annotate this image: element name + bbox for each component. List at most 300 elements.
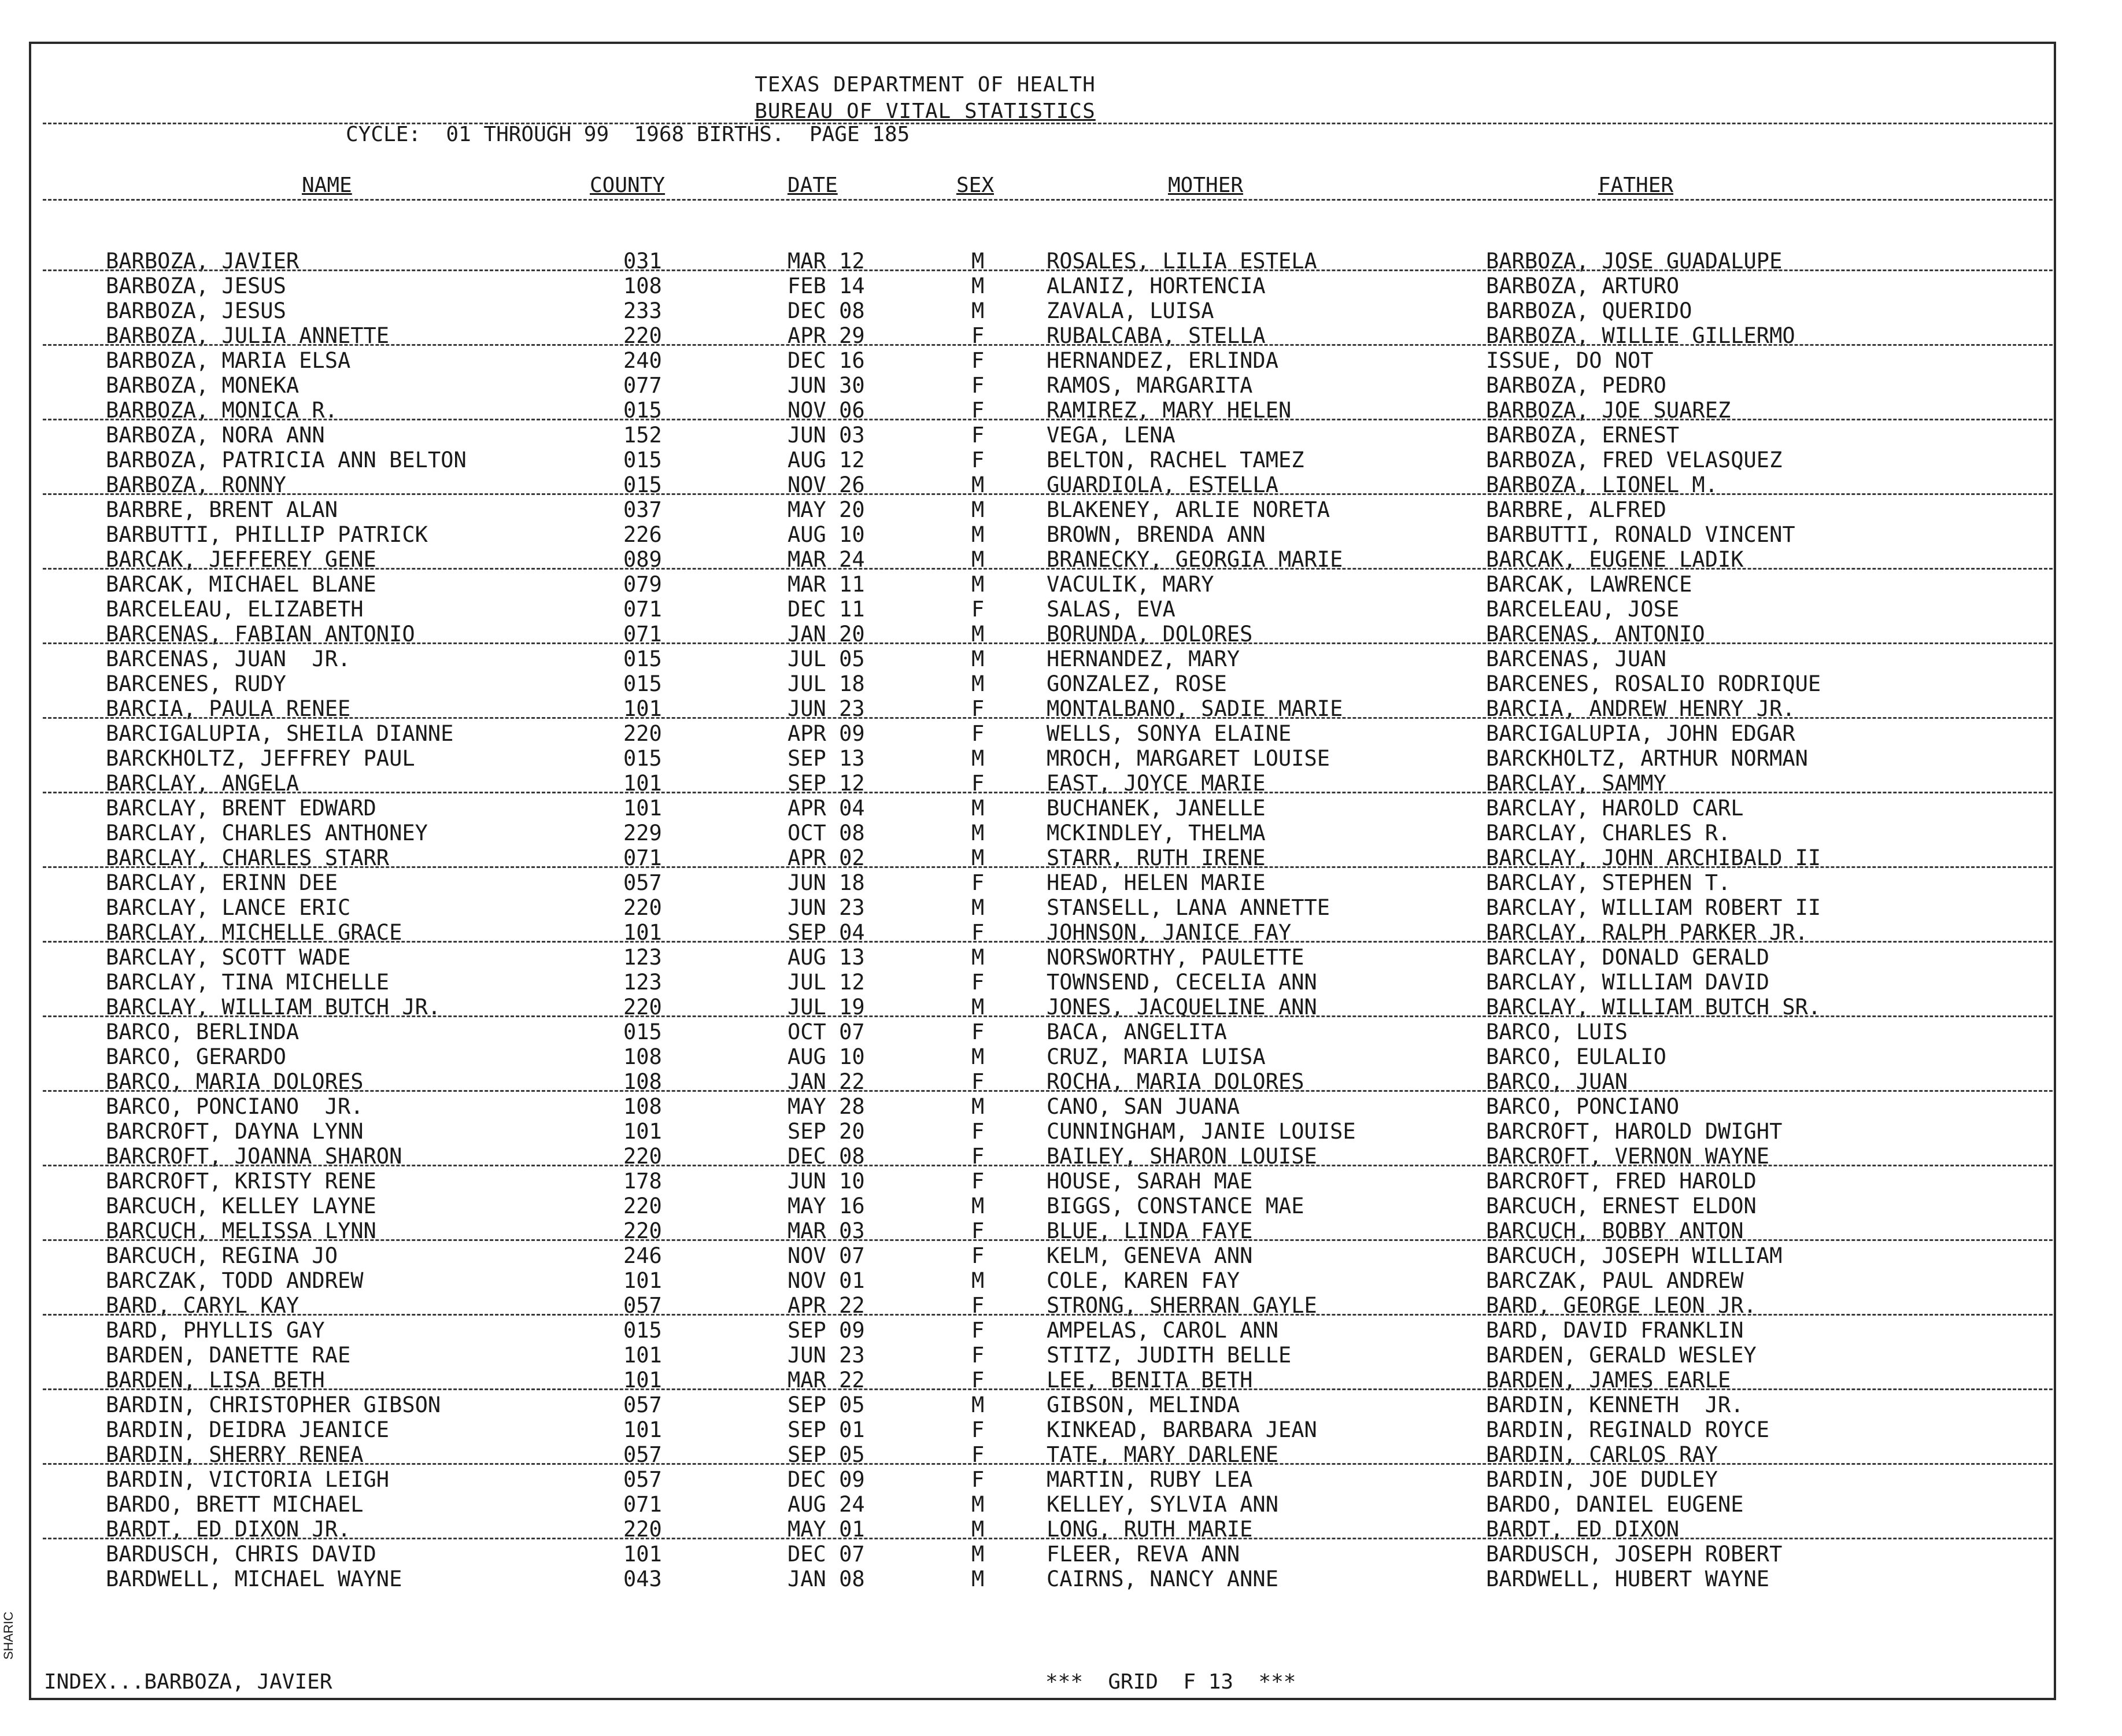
cell-date: JUL 18 — [788, 671, 865, 696]
cell-father: BARCLAY, WILLIAM BUTCH SR. — [1486, 995, 1821, 1020]
cell-sex: F — [971, 1119, 985, 1144]
cell-name: BARCZAK, TODD ANDREW — [106, 1268, 364, 1293]
cell-father: BARCAK, EUGENE LADIK — [1486, 547, 1744, 572]
cell-mother: JONES, JACQUELINE ANN — [1047, 995, 1317, 1020]
cell-sex: F — [971, 771, 985, 796]
header-rule — [43, 123, 2053, 124]
cell-sex: M — [971, 945, 985, 970]
cell-father: BARCROFT, VERNON WAYNE — [1486, 1144, 1770, 1169]
cell-name: BARBRE, BRENT ALAN — [106, 497, 338, 522]
cell-county: 246 — [623, 1243, 662, 1268]
cell-mother: MONTALBANO, SADIE MARIE — [1047, 696, 1343, 721]
cell-county: 071 — [623, 597, 662, 622]
cell-sex: F — [971, 1417, 985, 1442]
cell-sex: F — [971, 448, 985, 472]
cell-name: BARBOZA, MONICA R. — [106, 398, 338, 423]
table-row — [0, 1318, 2122, 1343]
cell-name: BARCO, BERLINDA — [106, 1020, 300, 1044]
cell-mother: ROCHA, MARIA DOLORES — [1047, 1069, 1304, 1094]
cell-mother: MROCH, MARGARET LOUISE — [1047, 746, 1330, 771]
cell-mother: HEAD, HELEN MARIE — [1047, 870, 1266, 895]
cell-father: BARCUCH, BOBBY ANTON — [1486, 1218, 1744, 1243]
cell-father: BARCLAY, HAROLD CARL — [1486, 796, 1744, 821]
cell-sex: M — [971, 1194, 985, 1218]
column-header-rule — [43, 199, 2053, 201]
cell-county: 031 — [623, 249, 662, 274]
cell-sex: M — [971, 622, 985, 647]
cell-mother: JOHNSON, JANICE FAY — [1047, 920, 1292, 945]
cell-father: BARBOZA, PEDRO — [1486, 373, 1666, 398]
cell-name: BARDUSCH, CHRIS DAVID — [106, 1542, 376, 1567]
cell-father: BARDIN, REGINALD ROYCE — [1486, 1417, 1770, 1442]
table-row — [0, 572, 2122, 597]
table-row — [0, 1194, 2122, 1218]
cell-county: 226 — [623, 522, 662, 547]
cell-mother: ZAVALA, LUISA — [1047, 298, 1214, 323]
cell-father: BARDEN, GERALD WESLEY — [1486, 1343, 1757, 1368]
cell-date: JUN 23 — [788, 895, 865, 920]
side-label: SHARIC — [1, 1611, 16, 1660]
row-rule — [43, 941, 2053, 943]
cell-name: BARCAK, MICHAEL BLANE — [106, 572, 376, 597]
row-rule — [43, 1314, 2053, 1316]
cell-date: AUG 10 — [788, 1044, 865, 1069]
cell-sex: F — [971, 348, 985, 373]
cell-county: 233 — [623, 298, 662, 323]
cell-sex: M — [971, 547, 985, 572]
column-header-mother: MOTHER — [1168, 173, 1244, 197]
table-row — [0, 647, 2122, 671]
cell-father: BARCLAY, STEPHEN T. — [1486, 870, 1731, 895]
cell-county: 057 — [623, 1293, 662, 1318]
cell-county: 101 — [623, 1268, 662, 1293]
cell-county: 101 — [623, 1119, 662, 1144]
cell-sex: F — [971, 423, 985, 448]
cell-mother: BUCHANEK, JANELLE — [1047, 796, 1266, 821]
cell-county: 057 — [623, 1393, 662, 1417]
cell-county: 071 — [623, 1492, 662, 1517]
cell-mother: KINKEAD, BARBARA JEAN — [1047, 1417, 1317, 1442]
cell-date: DEC 16 — [788, 348, 865, 373]
cell-county: 015 — [623, 1318, 662, 1343]
cell-date: MAY 20 — [788, 497, 865, 522]
cell-father: BARD, GEORGE LEON JR. — [1486, 1293, 1757, 1318]
cell-father: BARBOZA, WILLIE GILLERMO — [1486, 323, 1795, 348]
cell-mother: FLEER, REVA ANN — [1047, 1542, 1240, 1567]
cell-father: BARDT, ED DIXON — [1486, 1517, 1680, 1542]
cell-county: 057 — [623, 1442, 662, 1467]
cell-name: BARCLAY, LANCE ERIC — [106, 895, 351, 920]
cell-mother: STANSELL, LANA ANNETTE — [1047, 895, 1330, 920]
table-row — [0, 970, 2122, 995]
table-row — [0, 448, 2122, 472]
cell-date: MAY 16 — [788, 1194, 865, 1218]
cell-sex: M — [971, 1044, 985, 1069]
cell-date: JAN 20 — [788, 622, 865, 647]
cell-sex: F — [971, 597, 985, 622]
table-row — [0, 895, 2122, 920]
cell-sex: M — [971, 895, 985, 920]
cell-sex: F — [971, 1020, 985, 1044]
cell-mother: LEE, BENITA BETH — [1047, 1368, 1253, 1393]
cell-sex: M — [971, 472, 985, 497]
cell-sex: F — [971, 1144, 985, 1169]
cell-name: BARCO, PONCIANO JR. — [106, 1094, 364, 1119]
cell-county: 220 — [623, 995, 662, 1020]
cell-county: 057 — [623, 1467, 662, 1492]
cell-mother: BRANECKY, GEORGIA MARIE — [1047, 547, 1343, 572]
cell-sex: M — [971, 249, 985, 274]
cell-father: BARCUCH, ERNEST ELDON — [1486, 1194, 1757, 1218]
cell-father: BARD, DAVID FRANKLIN — [1486, 1318, 1744, 1343]
cell-father: BARDWELL, HUBERT WAYNE — [1486, 1567, 1770, 1591]
cell-name: BARCROFT, JOANNA SHARON — [106, 1144, 402, 1169]
cell-county: 123 — [623, 945, 662, 970]
table-row — [0, 1542, 2122, 1567]
cell-date: NOV 01 — [788, 1268, 865, 1293]
table-row — [0, 1119, 2122, 1144]
cell-date: JUN 03 — [788, 423, 865, 448]
cell-father: BARCENAS, ANTONIO — [1486, 622, 1705, 647]
table-row — [0, 497, 2122, 522]
cell-name: BARBUTTI, PHILLIP PATRICK — [106, 522, 428, 547]
cell-county: 178 — [623, 1169, 662, 1194]
cell-father: BARBRE, ALFRED — [1486, 497, 1666, 522]
cell-father: BARCIA, ANDREW HENRY JR. — [1486, 696, 1795, 721]
column-header-sex: SEX — [956, 173, 995, 197]
grid-footer: *** GRID F 13 *** — [1045, 1670, 1296, 1694]
cell-name: BARCLAY, ANGELA — [106, 771, 300, 796]
cell-name: BARBOZA, JESUS — [106, 274, 286, 298]
cell-mother: CUNNINGHAM, JANIE LOUISE — [1047, 1119, 1356, 1144]
cell-mother: TOWNSEND, CECELIA ANN — [1047, 970, 1317, 995]
cell-father: BARCLAY, WILLIAM DAVID — [1486, 970, 1770, 995]
cell-date: SEP 01 — [788, 1417, 865, 1442]
cell-name: BARDEN, DANETTE RAE — [106, 1343, 351, 1368]
cell-mother: CAIRNS, NANCY ANNE — [1047, 1567, 1278, 1591]
cell-mother: WELLS, SONYA ELAINE — [1047, 721, 1292, 746]
cell-sex: M — [971, 572, 985, 597]
cell-date: JAN 22 — [788, 1069, 865, 1094]
table-row — [0, 746, 2122, 771]
cell-mother: HERNANDEZ, ERLINDA — [1047, 348, 1278, 373]
table-row — [0, 1020, 2122, 1044]
cell-father: BARDUSCH, JOSEPH ROBERT — [1486, 1542, 1783, 1567]
cell-name: BARCENAS, FABIAN ANTONIO — [106, 622, 415, 647]
cell-father: BARCO, PONCIANO — [1486, 1094, 1680, 1119]
table-row — [0, 796, 2122, 821]
cell-father: BARCO, EULALIO — [1486, 1044, 1666, 1069]
cell-mother: COLE, KAREN FAY — [1047, 1268, 1240, 1293]
cell-mother: GONZALEZ, ROSE — [1047, 671, 1227, 696]
cell-father: BARBOZA, JOE SUAREZ — [1486, 398, 1731, 423]
row-rule — [43, 1015, 2053, 1017]
cell-father: BARBOZA, LIONEL M. — [1486, 472, 1718, 497]
cell-sex: M — [971, 1517, 985, 1542]
cell-sex: M — [971, 821, 985, 845]
cell-father: BARCLAY, RALPH PARKER JR. — [1486, 920, 1808, 945]
cell-sex: F — [971, 970, 985, 995]
cell-name: BARDWELL, MICHAEL WAYNE — [106, 1567, 402, 1591]
cell-mother: BELTON, RACHEL TAMEZ — [1047, 448, 1304, 472]
cell-mother: HOUSE, SARAH MAE — [1047, 1169, 1253, 1194]
row-rule — [43, 1463, 2053, 1465]
cell-county: 015 — [623, 1020, 662, 1044]
row-rule — [43, 1538, 2053, 1539]
cell-father: BARDIN, JOE DUDLEY — [1486, 1467, 1718, 1492]
cell-name: BARCUCH, REGINA JO — [106, 1243, 338, 1268]
cell-father: BARCLAY, JOHN ARCHIBALD II — [1486, 845, 1821, 870]
cell-date: APR 02 — [788, 845, 865, 870]
cell-date: JUN 23 — [788, 1343, 865, 1368]
row-rule — [43, 866, 2053, 868]
cell-county: 229 — [623, 821, 662, 845]
cell-county: 123 — [623, 970, 662, 995]
cell-county: 015 — [623, 448, 662, 472]
cell-mother: BIGGS, CONSTANCE MAE — [1047, 1194, 1304, 1218]
cell-sex: M — [971, 796, 985, 821]
cell-father: BARCLAY, WILLIAM ROBERT II — [1486, 895, 1821, 920]
cell-date: AUG 12 — [788, 448, 865, 472]
cell-name: BARCLAY, WILLIAM BUTCH JR. — [106, 995, 441, 1020]
cell-father: BARCROFT, FRED HAROLD — [1486, 1169, 1757, 1194]
cell-name: BARDO, BRETT MICHAEL — [106, 1492, 364, 1517]
cell-sex: M — [971, 995, 985, 1020]
row-rule — [43, 1090, 2053, 1092]
table-row — [0, 298, 2122, 323]
cell-sex: F — [971, 373, 985, 398]
cell-name: BARDIN, DEIDRA JEANICE — [106, 1417, 390, 1442]
header-bureau: BUREAU OF VITAL STATISTICS — [755, 99, 1096, 123]
cell-name: BARBOZA, JESUS — [106, 298, 286, 323]
cell-name: BARCLAY, SCOTT WADE — [106, 945, 351, 970]
cell-county: 071 — [623, 622, 662, 647]
cell-name: BARCLAY, CHARLES STARR — [106, 845, 390, 870]
cell-sex: M — [971, 1567, 985, 1591]
cell-date: DEC 08 — [788, 298, 865, 323]
cell-father: BARCROFT, HAROLD DWIGHT — [1486, 1119, 1783, 1144]
cell-sex: M — [971, 845, 985, 870]
cell-date: AUG 10 — [788, 522, 865, 547]
table-row — [0, 1094, 2122, 1119]
table-row — [0, 423, 2122, 448]
cell-county: 101 — [623, 920, 662, 945]
cell-date: DEC 11 — [788, 597, 865, 622]
cell-name: BARDT, ED DIXON JR. — [106, 1517, 351, 1542]
cell-father: BARCO, JUAN — [1486, 1069, 1628, 1094]
cell-county: 108 — [623, 1094, 662, 1119]
cell-name: BARCIGALUPIA, SHEILA DIANNE — [106, 721, 454, 746]
cell-mother: CRUZ, MARIA LUISA — [1047, 1044, 1266, 1069]
cycle-line: CYCLE: 01 THROUGH 99 1968 BIRTHS. PAGE 185 — [346, 123, 910, 146]
cell-county: 101 — [623, 1417, 662, 1442]
cell-sex: M — [971, 1393, 985, 1417]
cell-date: MAR 03 — [788, 1218, 865, 1243]
cell-father: BARDIN, KENNETH JR. — [1486, 1393, 1744, 1417]
cell-mother: KELLEY, SYLVIA ANN — [1047, 1492, 1278, 1517]
cell-date: SEP 12 — [788, 771, 865, 796]
cell-name: BARCLAY, BRENT EDWARD — [106, 796, 376, 821]
cell-county: 037 — [623, 497, 662, 522]
cell-county: 108 — [623, 274, 662, 298]
cell-county: 057 — [623, 870, 662, 895]
cell-date: MAR 22 — [788, 1368, 865, 1393]
cell-father: BARBUTTI, RONALD VINCENT — [1486, 522, 1795, 547]
cell-name: BARCELEAU, ELIZABETH — [106, 597, 364, 622]
row-rule — [43, 419, 2053, 420]
cell-name: BARD, PHYLLIS GAY — [106, 1318, 325, 1343]
row-rule — [43, 568, 2053, 570]
cell-name: BARCLAY, TINA MICHELLE — [106, 970, 390, 995]
cell-county: 220 — [623, 323, 662, 348]
cell-county: 015 — [623, 746, 662, 771]
cell-name: BARCAK, JEFFEREY GENE — [106, 547, 376, 572]
cell-sex: F — [971, 1293, 985, 1318]
cell-county: 108 — [623, 1044, 662, 1069]
cell-county: 079 — [623, 572, 662, 597]
cell-mother: GIBSON, MELINDA — [1047, 1393, 1240, 1417]
column-header-county: COUNTY — [590, 173, 666, 197]
cell-sex: F — [971, 323, 985, 348]
cell-sex: F — [971, 1368, 985, 1393]
table-row — [0, 721, 2122, 746]
table-row — [0, 274, 2122, 298]
row-rule — [43, 642, 2053, 644]
cell-county: 101 — [623, 696, 662, 721]
cell-date: AUG 13 — [788, 945, 865, 970]
cell-name: BARCIA, PAULA RENEE — [106, 696, 351, 721]
cell-county: 240 — [623, 348, 662, 373]
cell-date: JUN 18 — [788, 870, 865, 895]
cell-father: BARBOZA, ERNEST — [1486, 423, 1680, 448]
row-rule — [43, 493, 2053, 495]
cell-mother: MCKINDLEY, THELMA — [1047, 821, 1266, 845]
cell-mother: STARR, RUTH IRENE — [1047, 845, 1266, 870]
cell-name: BARBOZA, PATRICIA ANN BELTON — [106, 448, 467, 472]
cell-sex: F — [971, 1343, 985, 1368]
cell-mother: AMPELAS, CAROL ANN — [1047, 1318, 1278, 1343]
table-row — [0, 671, 2122, 696]
table-row — [0, 373, 2122, 398]
cell-sex: F — [971, 870, 985, 895]
cell-father: BARCLAY, DONALD GERALD — [1486, 945, 1770, 970]
cell-father: BARBOZA, QUERIDO — [1486, 298, 1692, 323]
cell-county: 015 — [623, 398, 662, 423]
cell-father: BARCLAY, SAMMY — [1486, 771, 1666, 796]
table-row — [0, 1417, 2122, 1442]
cell-date: NOV 07 — [788, 1243, 865, 1268]
cell-sex: F — [971, 1169, 985, 1194]
cell-name: BARCO, GERARDO — [106, 1044, 286, 1069]
cell-father: BARCUCH, JOSEPH WILLIAM — [1486, 1243, 1783, 1268]
cell-name: BARBOZA, RONNY — [106, 472, 286, 497]
cell-date: JUN 30 — [788, 373, 865, 398]
cell-father: BARCIGALUPIA, JOHN EDGAR — [1486, 721, 1795, 746]
cell-county: 015 — [623, 647, 662, 671]
table-row — [0, 1243, 2122, 1268]
cell-name: BARD, CARYL KAY — [106, 1293, 300, 1318]
cell-name: BARBOZA, MARIA ELSA — [106, 348, 351, 373]
table-row — [0, 1169, 2122, 1194]
cell-date: FEB 14 — [788, 274, 865, 298]
cell-name: BARCENES, RUDY — [106, 671, 286, 696]
cell-mother: STITZ, JUDITH BELLE — [1047, 1343, 1292, 1368]
cell-father: BARCLAY, CHARLES R. — [1486, 821, 1731, 845]
cell-date: MAR 12 — [788, 249, 865, 274]
cell-mother: SALAS, EVA — [1047, 597, 1175, 622]
cell-county: 220 — [623, 1194, 662, 1218]
cell-date: JUN 23 — [788, 696, 865, 721]
cell-father: ISSUE, DO NOT — [1486, 348, 1654, 373]
cell-date: SEP 05 — [788, 1393, 865, 1417]
cell-date: JUL 12 — [788, 970, 865, 995]
cell-mother: RAMIREZ, MARY HELEN — [1047, 398, 1292, 423]
cell-sex: M — [971, 497, 985, 522]
cell-mother: BROWN, BRENDA ANN — [1047, 522, 1266, 547]
cell-mother: RUBALCABA, STELLA — [1047, 323, 1266, 348]
cell-sex: F — [971, 920, 985, 945]
cell-name: BARBOZA, MONEKA — [106, 373, 300, 398]
cell-county: 077 — [623, 373, 662, 398]
cell-sex: M — [971, 298, 985, 323]
table-row — [0, 1044, 2122, 1069]
row-rule — [43, 1388, 2053, 1390]
cell-sex: F — [971, 1218, 985, 1243]
cell-father: BARCENES, ROSALIO RODRIQUE — [1486, 671, 1821, 696]
cell-mother: BLUE, LINDA FAYE — [1047, 1218, 1253, 1243]
cell-mother: EAST, JOYCE MARIE — [1047, 771, 1266, 796]
cell-sex: M — [971, 1542, 985, 1567]
table-row — [0, 945, 2122, 970]
cell-father: BARBOZA, FRED VELASQUEZ — [1486, 448, 1783, 472]
cell-county: 101 — [623, 771, 662, 796]
cell-date: MAR 11 — [788, 572, 865, 597]
cell-county: 220 — [623, 1144, 662, 1169]
cell-mother: HERNANDEZ, MARY — [1047, 647, 1240, 671]
row-rule — [43, 792, 2053, 793]
cell-sex: F — [971, 398, 985, 423]
header-department: TEXAS DEPARTMENT OF HEALTH — [755, 73, 1096, 97]
column-header-name: NAME — [302, 173, 352, 197]
column-header-father: FATHER — [1598, 173, 1674, 197]
cell-sex: M — [971, 1492, 985, 1517]
cell-date: MAY 01 — [788, 1517, 865, 1542]
cell-name: BARCLAY, MICHELLE GRACE — [106, 920, 402, 945]
cell-date: SEP 20 — [788, 1119, 865, 1144]
cell-date: MAR 24 — [788, 547, 865, 572]
cell-sex: M — [971, 647, 985, 671]
cell-date: SEP 13 — [788, 746, 865, 771]
cell-sex: F — [971, 721, 985, 746]
cell-county: 220 — [623, 1218, 662, 1243]
cell-sex: F — [971, 1467, 985, 1492]
cell-sex: M — [971, 671, 985, 696]
cell-date: MAY 28 — [788, 1094, 865, 1119]
cell-county: 152 — [623, 423, 662, 448]
cell-date: JUN 10 — [788, 1169, 865, 1194]
cell-date: DEC 08 — [788, 1144, 865, 1169]
cell-father: BARCKHOLTZ, ARTHUR NORMAN — [1486, 746, 1808, 771]
cell-county: 101 — [623, 1368, 662, 1393]
cell-county: 015 — [623, 671, 662, 696]
cell-sex: M — [971, 1268, 985, 1293]
cell-father: BARCO, LUIS — [1486, 1020, 1628, 1044]
cell-father: BARDEN, JAMES EARLE — [1486, 1368, 1731, 1393]
cell-mother: RAMOS, MARGARITA — [1047, 373, 1253, 398]
cell-county: 220 — [623, 895, 662, 920]
table-row — [0, 1343, 2122, 1368]
cell-name: BARCO, MARIA DOLORES — [106, 1069, 364, 1094]
